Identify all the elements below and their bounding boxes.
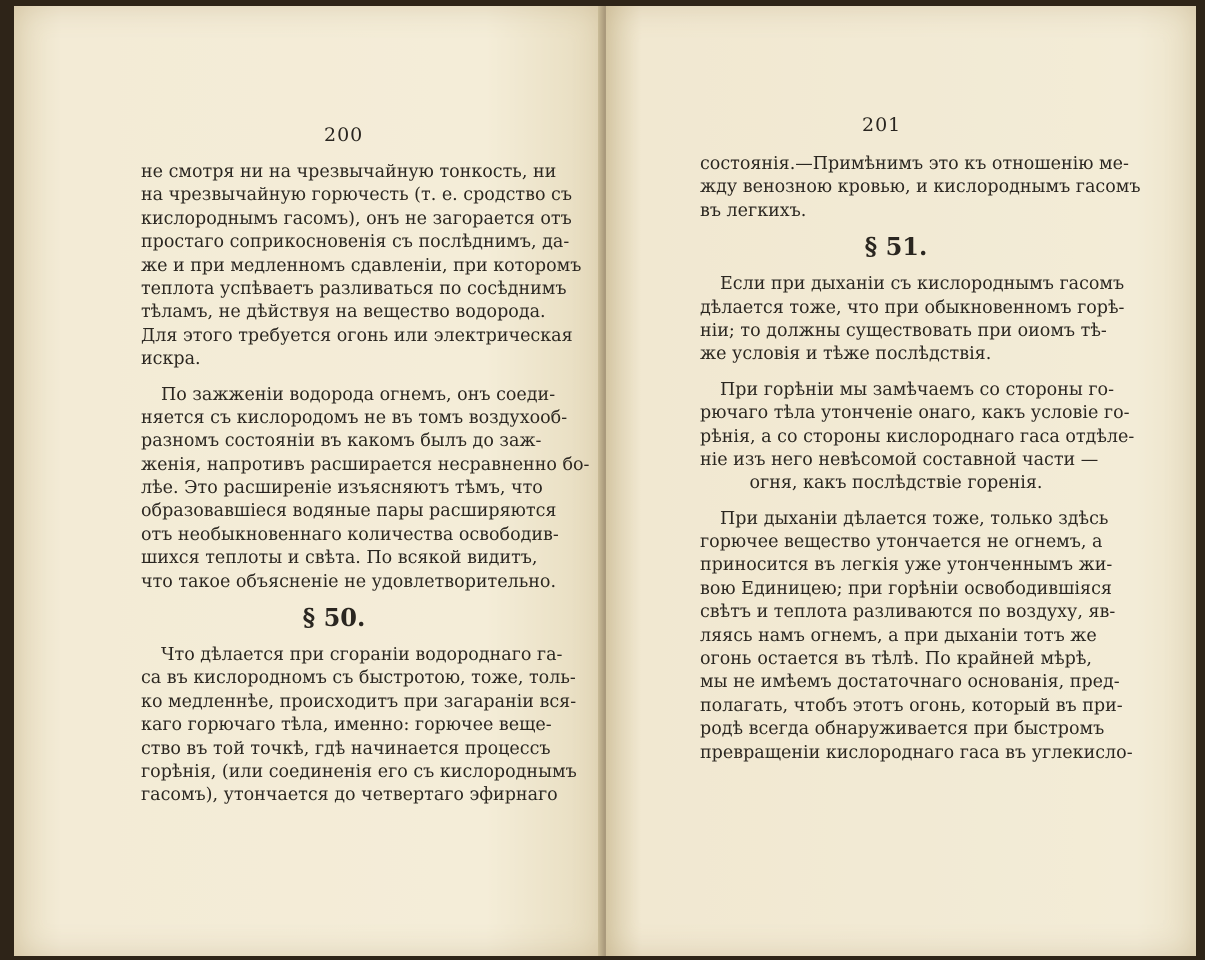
text-line: превращеніи кислороднаго гаса въ углекисло-	[700, 742, 1133, 763]
text-line: кислороднымъ гасомъ), онъ не загорается отъ	[141, 208, 572, 229]
text-line: ніе изъ него невѣсомой составной части —	[700, 449, 1099, 470]
paragraph	[700, 508, 1133, 765]
right-page	[606, 6, 1196, 956]
text-line: дѣлается тоже, что при обыкновенномъ горѣ-	[700, 297, 1125, 318]
paragraph	[700, 273, 1125, 367]
text-line: свѣтъ и теплота разливаются по воздуху, яв-	[700, 602, 1116, 623]
paragraph	[700, 153, 1141, 223]
text-line: отъ необыкновеннаго количества освободив-	[141, 524, 559, 545]
text-line: При горѣніи мы замѣчаемъ со стороны го-	[720, 379, 1114, 400]
text-line: Если при дыханіи съ кислороднымъ гасомъ	[720, 274, 1125, 295]
text-line: разномъ состояніи въ какомъ былъ до заж-	[141, 431, 542, 452]
text-line: шихся теплоты и свѣта. По всякой видитъ,	[141, 548, 538, 569]
text-line: каго горючаго тѣла, именно: горючее веще-	[141, 715, 552, 736]
right-text-block	[700, 153, 1141, 765]
text-line: не смотря ни на чрезвычайную тонкость, ни	[141, 162, 557, 182]
text-line: ляясь намъ огнемъ, а при дыханіи тотъ же	[700, 625, 1097, 646]
text-line: образовавшіеся водяные пары расширяются	[141, 501, 557, 522]
text-line: рѣнія, а со стороны кислороднаго гаса отдѣле-	[700, 426, 1135, 447]
text-line: горючее вещество утончается не огнемъ, а	[700, 532, 1103, 553]
text-line: же и при медленномъ сдавленіи, при которомъ	[141, 255, 582, 276]
text-line: ніи; то должны существовать при оиомъ тѣ-	[700, 320, 1107, 341]
text-line: полагать, чтобъ этотъ огонь, который въ при-	[700, 695, 1123, 716]
text-line: родѣ всегда обнаруживается при быстромъ	[700, 719, 1105, 740]
page-number: 201	[862, 114, 902, 136]
text-line: гасомъ), утончается до четвертаго эфирнаго	[141, 785, 558, 806]
text-line: ко медленнѣе, происходитъ при загараніи вся-	[141, 691, 577, 712]
section-heading: § 51.	[864, 232, 928, 262]
text-line: са въ кислородномъ съ быстротою, тоже, толь-	[141, 668, 576, 689]
text-line: Для этого требуется огонь или электрическая	[141, 325, 573, 346]
text-line: жду венозною кровью, и кислороднымъ гасомъ	[700, 177, 1141, 198]
text-line: вою Единицею; при горѣніи освободившіяся	[700, 578, 1112, 599]
text-line: огонь остается въ тѣлѣ. По крайней мѣрѣ,	[700, 649, 1092, 670]
text-line: горѣнія, (или соединенія его съ кислороднымъ	[141, 761, 577, 782]
text-line: женія, напротивъ расширается несравненно бо-	[141, 454, 590, 475]
text-line: Что дѣлается при сгораніи водороднаго га-	[161, 645, 563, 666]
paragraph	[700, 379, 1135, 496]
text-line: приносится въ легкія уже утонченнымъ жи-	[700, 555, 1113, 576]
text-line: рючаго тѣла утонченіе онаго, какъ условіе го-	[700, 403, 1130, 424]
section-heading: § 50.	[302, 603, 366, 633]
text-line: няется съ кислородомъ не въ томъ воздухооб-	[141, 407, 568, 428]
text-line: на чрезвычайную горючесть (т. е. сродство съ	[141, 185, 572, 206]
text-line: тѣламъ, не дѣйствуя на вещество водорода.	[141, 302, 546, 323]
left-text-block	[141, 161, 590, 808]
text-line: мы не имѣемъ достаточнаго основанія, пред-	[700, 672, 1120, 693]
text-line: лѣе. Это расширеніе изъясняютъ тѣмъ, что	[141, 478, 543, 499]
text-line: теплота успѣваетъ разливаться по сосѣднимъ	[141, 278, 567, 299]
text-line: состоянія.—Примѣнимъ это къ отношенію ме-	[700, 154, 1129, 174]
text-line: При дыханіи дѣлается тоже, только здѣсь	[720, 508, 1109, 529]
text-line: По зажженіи водорода огнемъ, онъ соеди-	[161, 384, 556, 405]
paragraph	[141, 644, 577, 808]
text-line: простаго соприкосновенія съ послѣднимъ, да-	[141, 232, 570, 253]
left-page	[14, 6, 604, 956]
text-line: что такое объясненіе не удовлетворительно.	[141, 571, 557, 592]
text-line: искра.	[141, 349, 201, 370]
page-number: 200	[324, 124, 364, 146]
text-line: въ легкихъ.	[700, 200, 807, 221]
text-line: огня, какъ послѣдствіе горенія.	[749, 473, 1043, 494]
text-line: же условія и тѣже послѣдствія.	[700, 344, 992, 365]
paragraph	[141, 384, 590, 595]
paragraph	[141, 161, 582, 372]
text-line: ство въ той точкѣ, гдѣ начинается процессъ	[141, 738, 551, 759]
